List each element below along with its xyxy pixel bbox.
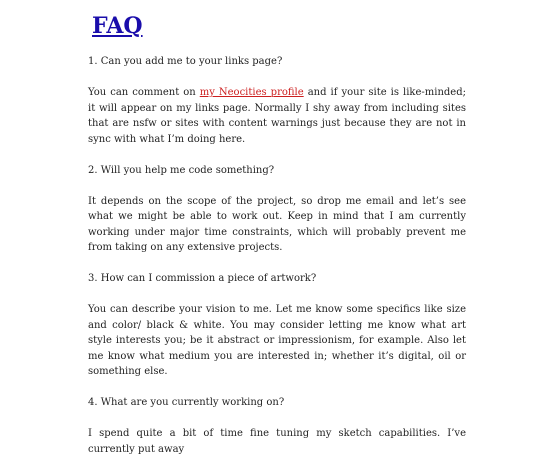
faq-question-4: 4. What are you currently working on? bbox=[88, 397, 285, 408]
faq-answer-1-text-before: You can comment on bbox=[88, 87, 200, 98]
faq-question-2: 2. Will you help me code something? bbox=[88, 164, 275, 176]
faq-answer-1-text-after: and if your site is like-minded; it will appear on my links page. Normally I shy away from including sites that are nsfw or sites with content warnings just because they are not in sync with what I’m doing here. bbox=[88, 87, 466, 145]
faq-answer-4: I spend quite a bit of time fine tuning my sketch capabilities. I’ve currently put away bbox=[88, 428, 466, 455]
faq-question-3: 3. How can I commission a piece of artwork? bbox=[88, 273, 317, 284]
faq-question-1: 1. Can you add me to your links page? bbox=[88, 56, 283, 67]
faq-answer-1 bbox=[88, 85, 466, 147]
neocities-profile-link[interactable]: my Neocities profile bbox=[199, 87, 304, 98]
faq-title-link[interactable]: FAQ bbox=[92, 13, 143, 39]
faq-answer-2: It depends on the scope of the project, so drop me email and let’s see what we might be able to work out. Keep in mind that I am currently working under major time constraints, which will probably prevent me from taking on any extensive projects. bbox=[88, 195, 466, 253]
title-wrap bbox=[88, 10, 466, 50]
faq-content bbox=[88, 10, 466, 473]
faq-answer-3: You can describe your vision to me. Let me know some specifics like size and color/ black & white. You may consider letting me know what art style interests you; be it abstract or impressionism, for example. Also let me know what medium you are interested in; whether it’s digital, oil or something else. bbox=[88, 304, 466, 377]
